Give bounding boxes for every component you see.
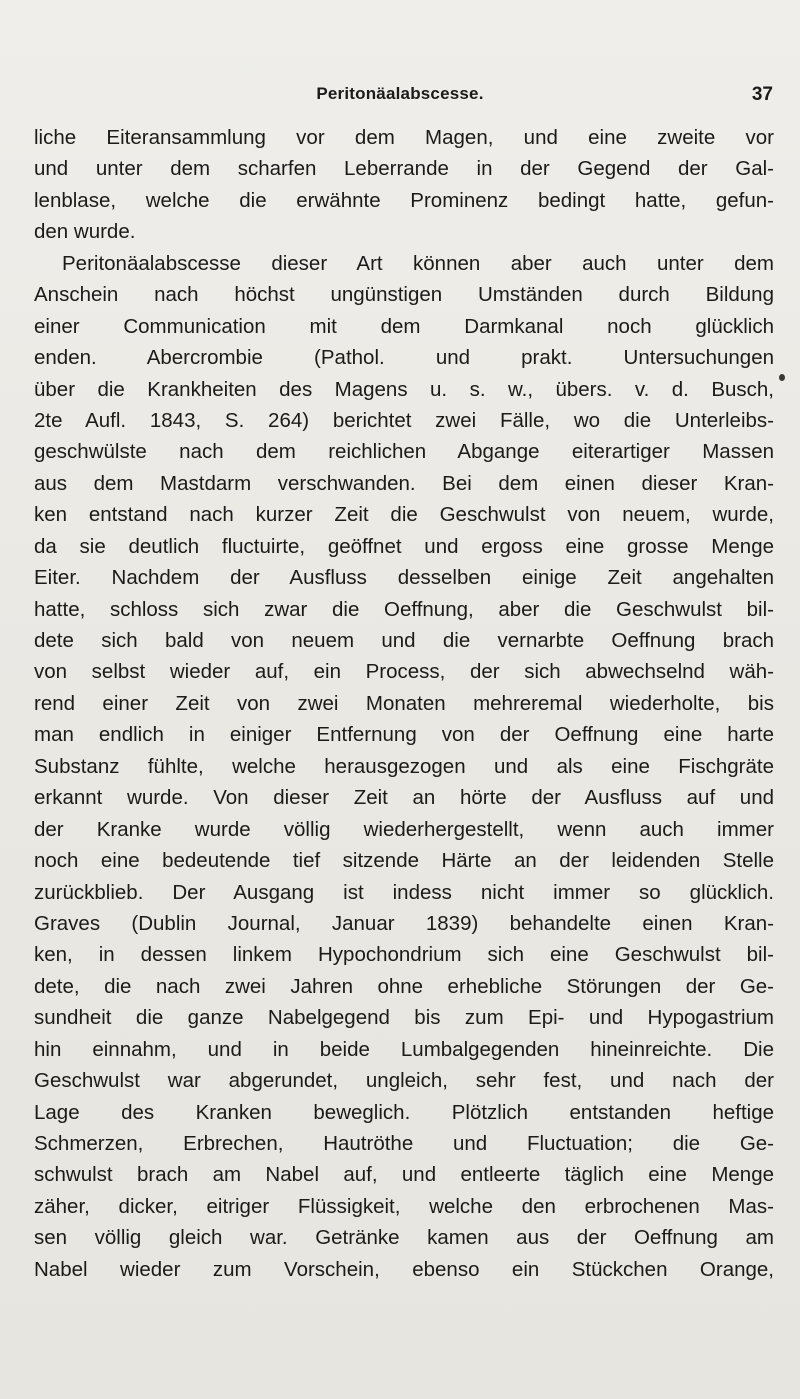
text-line: rend einer Zeit von zwei Monaten mehreremal wiederholte, bis [34,691,774,715]
text-line: erkannt wurde. Von dieser Zeit an hörte der Ausfluss auf und [34,786,774,810]
text-line: man endlich in einiger Entfernung von der Oeffnung eine harte [34,723,774,747]
text-line: lenblase, welche die erwähnte Prominenz bedingt hatte, gefun- [34,188,774,212]
text-line: Eiter. Nachdem der Ausfluss desselben einige Zeit angehalten [34,566,774,590]
text-line: der Kranke wurde völlig wiederhergestellt, wenn auch immer [34,817,774,841]
text-line: den wurde. [34,220,136,244]
text-line: ken entstand nach kurzer Zeit die Geschwulst von neuem, wurde, [34,503,774,527]
text-line: sen völlig gleich war. Getränke kamen aus der Oeffnung am [34,1226,774,1250]
text-line: Nabel wieder zum Vorschein, ebenso ein Stückchen Orange, [34,1257,774,1281]
text-line: und unter dem scharfen Leberrande in der Gegend der Gal- [34,157,774,181]
text-line: hatte, schloss sich zwar die Oeffnung, aber die Geschwulst bil- [34,597,774,621]
text-line: einer Communication mit dem Darmkanal noch glücklich [34,314,774,338]
text-line: Geschwulst war abgerundet, ungleich, sehr fest, und nach der [34,1069,774,1093]
body-text [34,122,774,1285]
text-line: noch eine bedeutende tief sitzende Härte an der leidenden Stelle [34,849,774,873]
text-line: Lage des Kranken beweglich. Plötzlich entstanden heftige [34,1100,774,1124]
text-line: dete sich bald von neuem und die vernarbte Oeffnung brach [34,629,774,652]
text-line: hin einnahm, und in beide Lumbalgegenden hineinreichte. Die [34,1037,774,1061]
text-line: zäher, dicker, eitriger Flüssigkeit, welche den erbrochenen Mas- [34,1194,774,1218]
page-number: 37 [751,84,773,105]
text-line: sundheit die ganze Nabelgegend bis zum Epi- und Hypogastrium [34,1006,774,1030]
text-line: aus dem Mastdarm verschwanden. Bei dem einen dieser Kran- [34,471,774,495]
text-line: Anschein nach höchst ungünstigen Umständen durch Bildung [34,283,774,307]
ink-spot [779,374,785,381]
text-line: Graves (Dublin Journal, Januar 1839) behandelte einen Kran- [34,911,774,935]
text-line: schwulst brach am Nabel auf, und entleerte täglich eine Menge [34,1163,774,1187]
text-line: von selbst wieder auf, ein Process, der sich abwechselnd wäh- [34,660,774,684]
text-line: enden. Abercrombie (Pathol. und prakt. Untersuchungen [34,346,774,370]
text-line: liche Eiteransammlung vor dem Magen, und eine zweite vor [34,126,774,149]
text-line: zurückblieb. Der Ausgang ist indess nicht immer so glücklich. [34,880,774,904]
text-line: da sie deutlich fluctuirte, geöffnet und ergoss eine grosse Menge [34,534,774,558]
text-line: über die Krankheiten des Magens u. s. w., übers. v. d. Busch, [34,377,774,401]
text-line: ken, in dessen linkem Hypochondrium sich eine Geschwulst bil- [34,943,774,967]
page-header [0,84,800,110]
text-line: Peritonäalabscesse dieser Art können aber auch unter dem [62,251,774,275]
text-line: dete, die nach zwei Jahren ohne erhebliche Störungen der Ge- [34,974,774,998]
text-line: geschwülste nach dem reichlichen Abgange eiterartiger Massen [34,440,774,464]
text-line: Substanz fühlte, welche herausgezogen und als eine Fischgräte [34,754,774,778]
text-line: Schmerzen, Erbrechen, Hautröthe und Fluctuation; die Ge- [34,1132,774,1155]
text-line: 2te Aufl. 1843, S. 264) berichtet zwei Fälle, wo die Unterleibs- [34,408,774,432]
running-title: Peritonäalabscesse. [316,84,484,103]
